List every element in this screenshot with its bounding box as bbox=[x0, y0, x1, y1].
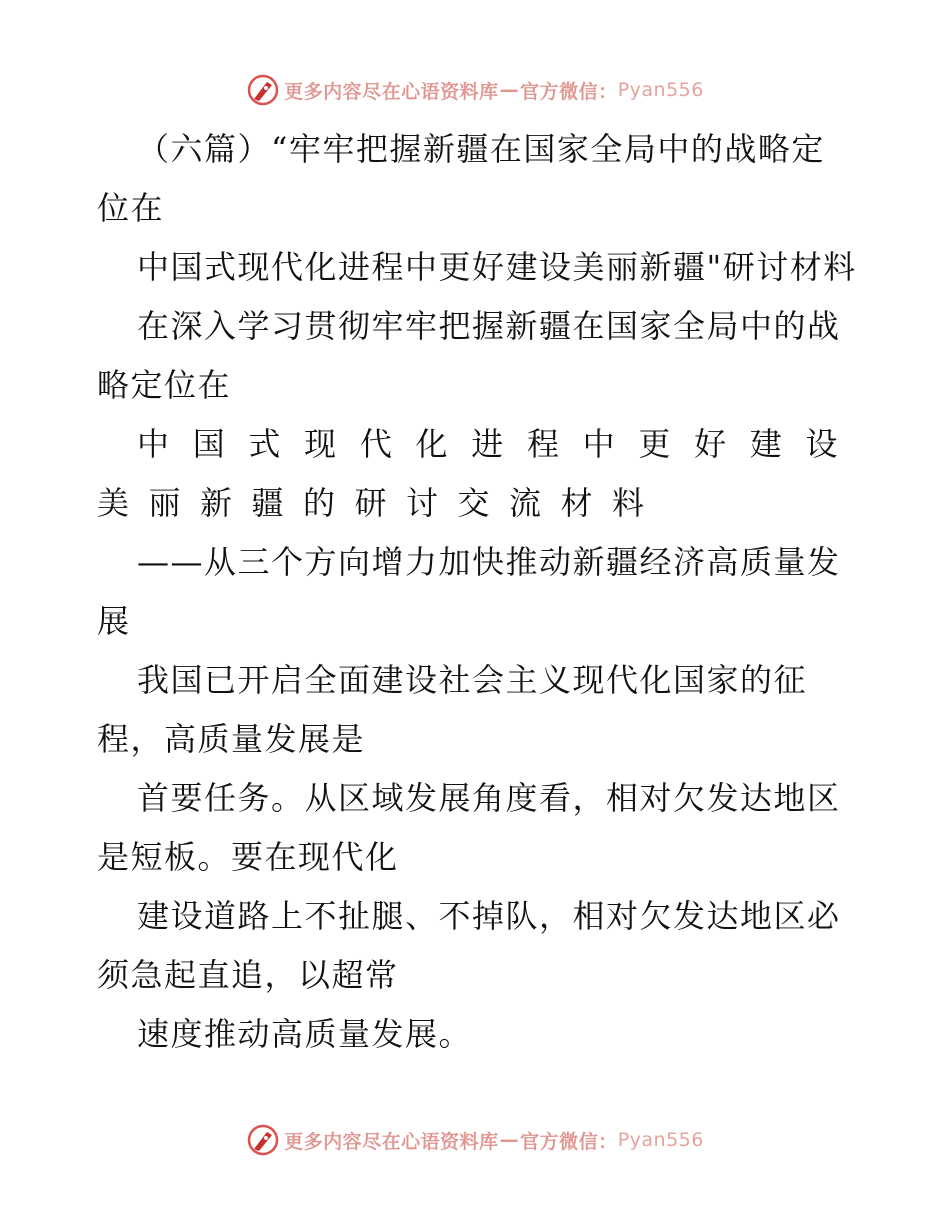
pen-nib-circle-icon bbox=[246, 73, 280, 107]
paragraph-section-heading: ——从三个方向增力加快推动新疆经济高质量发展 bbox=[97, 543, 841, 640]
paragraph-title-line2: 中国式现代化进程中更好建设美丽新疆"研讨材料 bbox=[137, 248, 857, 286]
paragraph-body-3: 建设道路上不扯腿、不掉队，相对欠发达地区必须急起直追，以超常 bbox=[97, 897, 841, 994]
watermark-wechat-label: 官方微信： bbox=[520, 80, 618, 103]
watermark-wechat-id: Pyan556 bbox=[617, 1129, 704, 1151]
header-watermark bbox=[0, 70, 950, 110]
watermark-text: 更多内容尽在心语资料库 bbox=[284, 1130, 499, 1153]
pen-nib-circle-icon bbox=[246, 1123, 280, 1157]
paragraph-body-4: 速度推动高质量发展。 bbox=[137, 1015, 473, 1053]
paragraph-title-line1: （六篇）“牢牢把握新疆在国家全局中的战略定位在 bbox=[97, 130, 825, 227]
watermark-text: 更多内容尽在心语资料库 bbox=[284, 80, 499, 103]
paragraph-subtitle-line1: 在深入学习贯彻牢牢把握新疆在国家全局中的战略定位在 bbox=[97, 307, 841, 404]
watermark-separator: — bbox=[499, 79, 520, 101]
footer-watermark bbox=[0, 1120, 950, 1160]
watermark-wechat-label: 官方微信： bbox=[520, 1130, 618, 1153]
paragraph-subtitle-line2: 中国式现代化进程中更好建设美丽新疆的研讨交流材料 bbox=[97, 425, 857, 522]
watermark-separator: — bbox=[499, 1129, 520, 1151]
watermark-wechat-id: Pyan556 bbox=[617, 79, 704, 101]
paragraph-body-1: 我国已开启全面建设社会主义现代化国家的征程，高质量发展是 bbox=[97, 661, 808, 758]
paragraph-body-2: 首要任务。从区域发展角度看，相对欠发达地区是短板。要在现代化 bbox=[97, 779, 841, 876]
document-body bbox=[97, 120, 857, 1064]
